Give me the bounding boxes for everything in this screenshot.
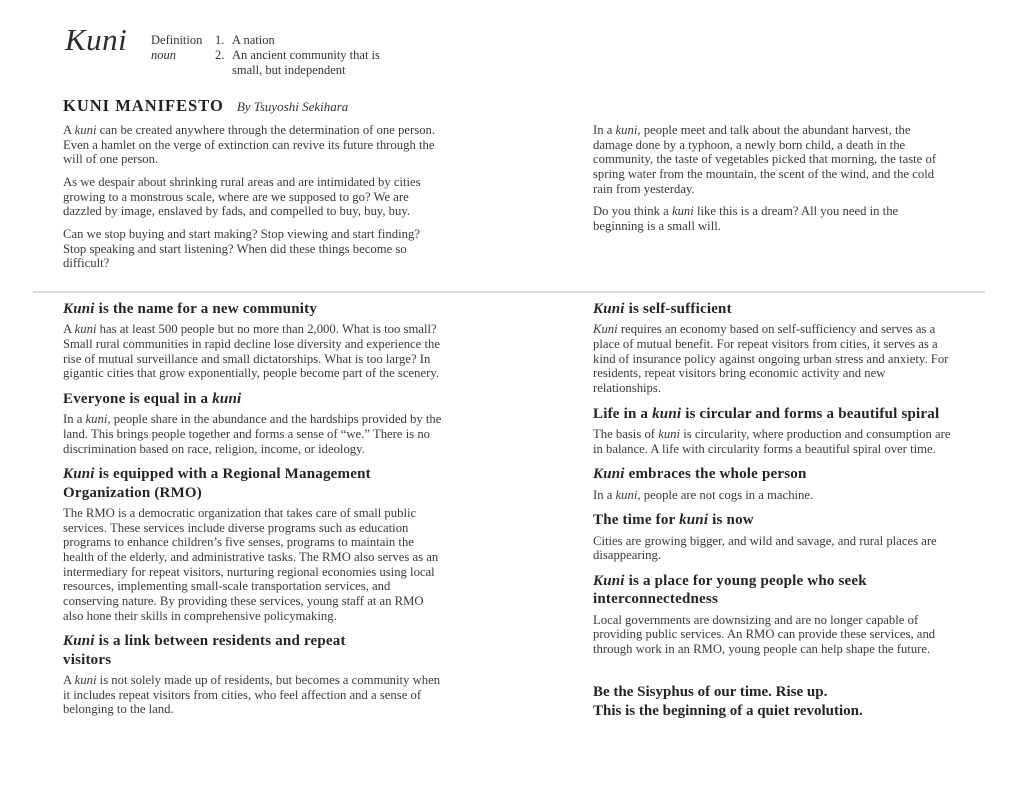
definition-label-column: [151, 33, 215, 78]
section-heading-line: Kuni is self-sufficient: [593, 301, 732, 317]
closing-line: Be the Sisyphus of our time. Rise up.: [593, 683, 828, 700]
section-paragraph: In a kuni, people are not cogs in a machine.: [593, 487, 814, 502]
intro-paragraph: Do you think a kuni like this is a dream? All you need in the beginning is a small will.: [593, 204, 899, 234]
definition-list: [215, 33, 380, 78]
definition-item: [215, 33, 380, 48]
section-heading-line: Kuni is the name for a new community: [63, 301, 318, 317]
definition-text: A nation: [232, 33, 275, 47]
section-heading-line: Kuni is a place for young people who seek: [593, 572, 867, 589]
section-heading-line: The time for kuni is now: [593, 512, 754, 529]
definition-block: [151, 33, 380, 78]
intro-paragraph: Can we stop buying and start making? Stop viewing and start finding? Stop speaking and start listening? When did these things become so difficult?: [63, 227, 420, 271]
sections-column-left: [63, 300, 446, 725]
intro-column-left: [63, 123, 446, 279]
definition-text: An ancient community that is small, but independent: [232, 48, 380, 77]
section-heading: [593, 465, 952, 483]
section-heading: [63, 632, 446, 669]
horizontal-divider: [33, 291, 985, 293]
part-of-speech-label: noun: [151, 48, 176, 62]
section-heading-line: visitors: [63, 651, 112, 668]
intro-paragraph: A kuni can be created anywhere through the determination of one person. Even a hamlet on the verge of extinction can revive its future through the will of one person.: [63, 123, 436, 167]
section-heading-line: Life in a kuni is circular and forms a beautiful spiral: [593, 405, 940, 422]
page-title: Kuni: [65, 22, 128, 57]
section-paragraph: A kuni has at least 500 people but no more than 2,000. What is too small? Small rural communities in rapid decline lose diversity and experience the rise of mutual surveillance and small dictatorships. What is too large? In gigantic cities that grow exponentially, people become part of the scenery.: [63, 322, 440, 381]
section-heading: [593, 572, 952, 609]
closing-line: This is the beginning of a quiet revolution.: [593, 702, 863, 719]
closing-statement: [593, 683, 952, 721]
section-paragraph: A kuni is not solely made up of residents, but becomes a community when it includes repeat visitors from cities, who feel affection and a sense of belonging to the land.: [63, 672, 441, 717]
section-paragraph: In a kuni, people share in the abundance and the hardships provided by the land. This brings people together and forms a sense of “we.” There is no discrimination based on race, religion, income, or ideology.: [63, 412, 442, 456]
section-paragraph: Kuni requires an economy based on self-sufficiency and serves as a place of mutual benefit. For repeat visitors from cities, it serves as a kind of insurance policy against ongoing urban stress and anxiety. For residents, repeat visitors bring economic activity and new relationships.: [593, 322, 949, 395]
section-heading-line: interconnectedness: [593, 591, 718, 608]
manifesto-byline: By Tsuyoshi Sekihara: [236, 99, 349, 114]
section-heading-line: Organization (RMO): [63, 484, 202, 501]
section-heading: [63, 465, 446, 502]
section-heading: [593, 300, 952, 318]
sections-column-right: [593, 300, 952, 721]
section-heading-line: Kuni is a link between residents and repeat: [63, 633, 346, 650]
definition-item: [215, 48, 380, 78]
intro-column-right: [593, 123, 952, 242]
section-heading-line: Everyone is equal in a kuni: [63, 390, 242, 407]
definition-number: 1.: [215, 33, 225, 47]
section-paragraph: Cities are growing bigger, and wild and savage, and rural places are disappearing.: [593, 533, 937, 563]
section-heading-line: Kuni is equipped with a Regional Management: [63, 466, 371, 483]
manifesto-header: [63, 96, 348, 116]
definition-label: Definition: [151, 33, 203, 47]
section-heading-line: Kuni embraces the whole person: [593, 466, 807, 483]
manifesto-title: KUNI MANIFESTO: [63, 96, 224, 115]
section-paragraph: The RMO is a democratic organization that takes care of small public services. These services include diverse programs such as education programs to enhance children’s five senses, programs to maintain the health of the elderly, and administrative tasks. The RMO also serves as an intermediary for repeat visitors, nurturing regional economies using local resources, implementing small-scale transportation services, and conserving nature. By providing these services, young staff at an RMO also hone their skills in comprehensive policymaking.: [63, 505, 439, 623]
intro-paragraph: As we despair about shrinking rural areas and are intimidated by cities growing to a monstrous scale, where are we supposed to go? We are dazzled by image, enslaved by fads, and compelled to buy, buy, buy.: [63, 175, 421, 219]
section-paragraph: Local governments are downsizing and are no longer capable of providing public services. An RMO can provide these services, and through work in an RMO, young people can help shape the future.: [593, 612, 936, 656]
section-heading: [593, 405, 952, 423]
section-heading: [63, 300, 446, 318]
section-paragraph: The basis of kuni is circularity, where production and consumption are in balance. A life with circularity forms a beautiful spiral over time.: [593, 426, 951, 456]
intro-paragraph: In a kuni, people meet and talk about the abundant harvest, the damage done by a typhoon, a newly born child, a death in the community, the taste of vegetables picked that morning, the taste of spring water from the mountain, the scent of the wind, and the cold rain from yesterday.: [593, 123, 937, 196]
section-heading: [593, 511, 952, 529]
section-heading: [63, 390, 446, 408]
definition-number: 2.: [215, 48, 225, 62]
